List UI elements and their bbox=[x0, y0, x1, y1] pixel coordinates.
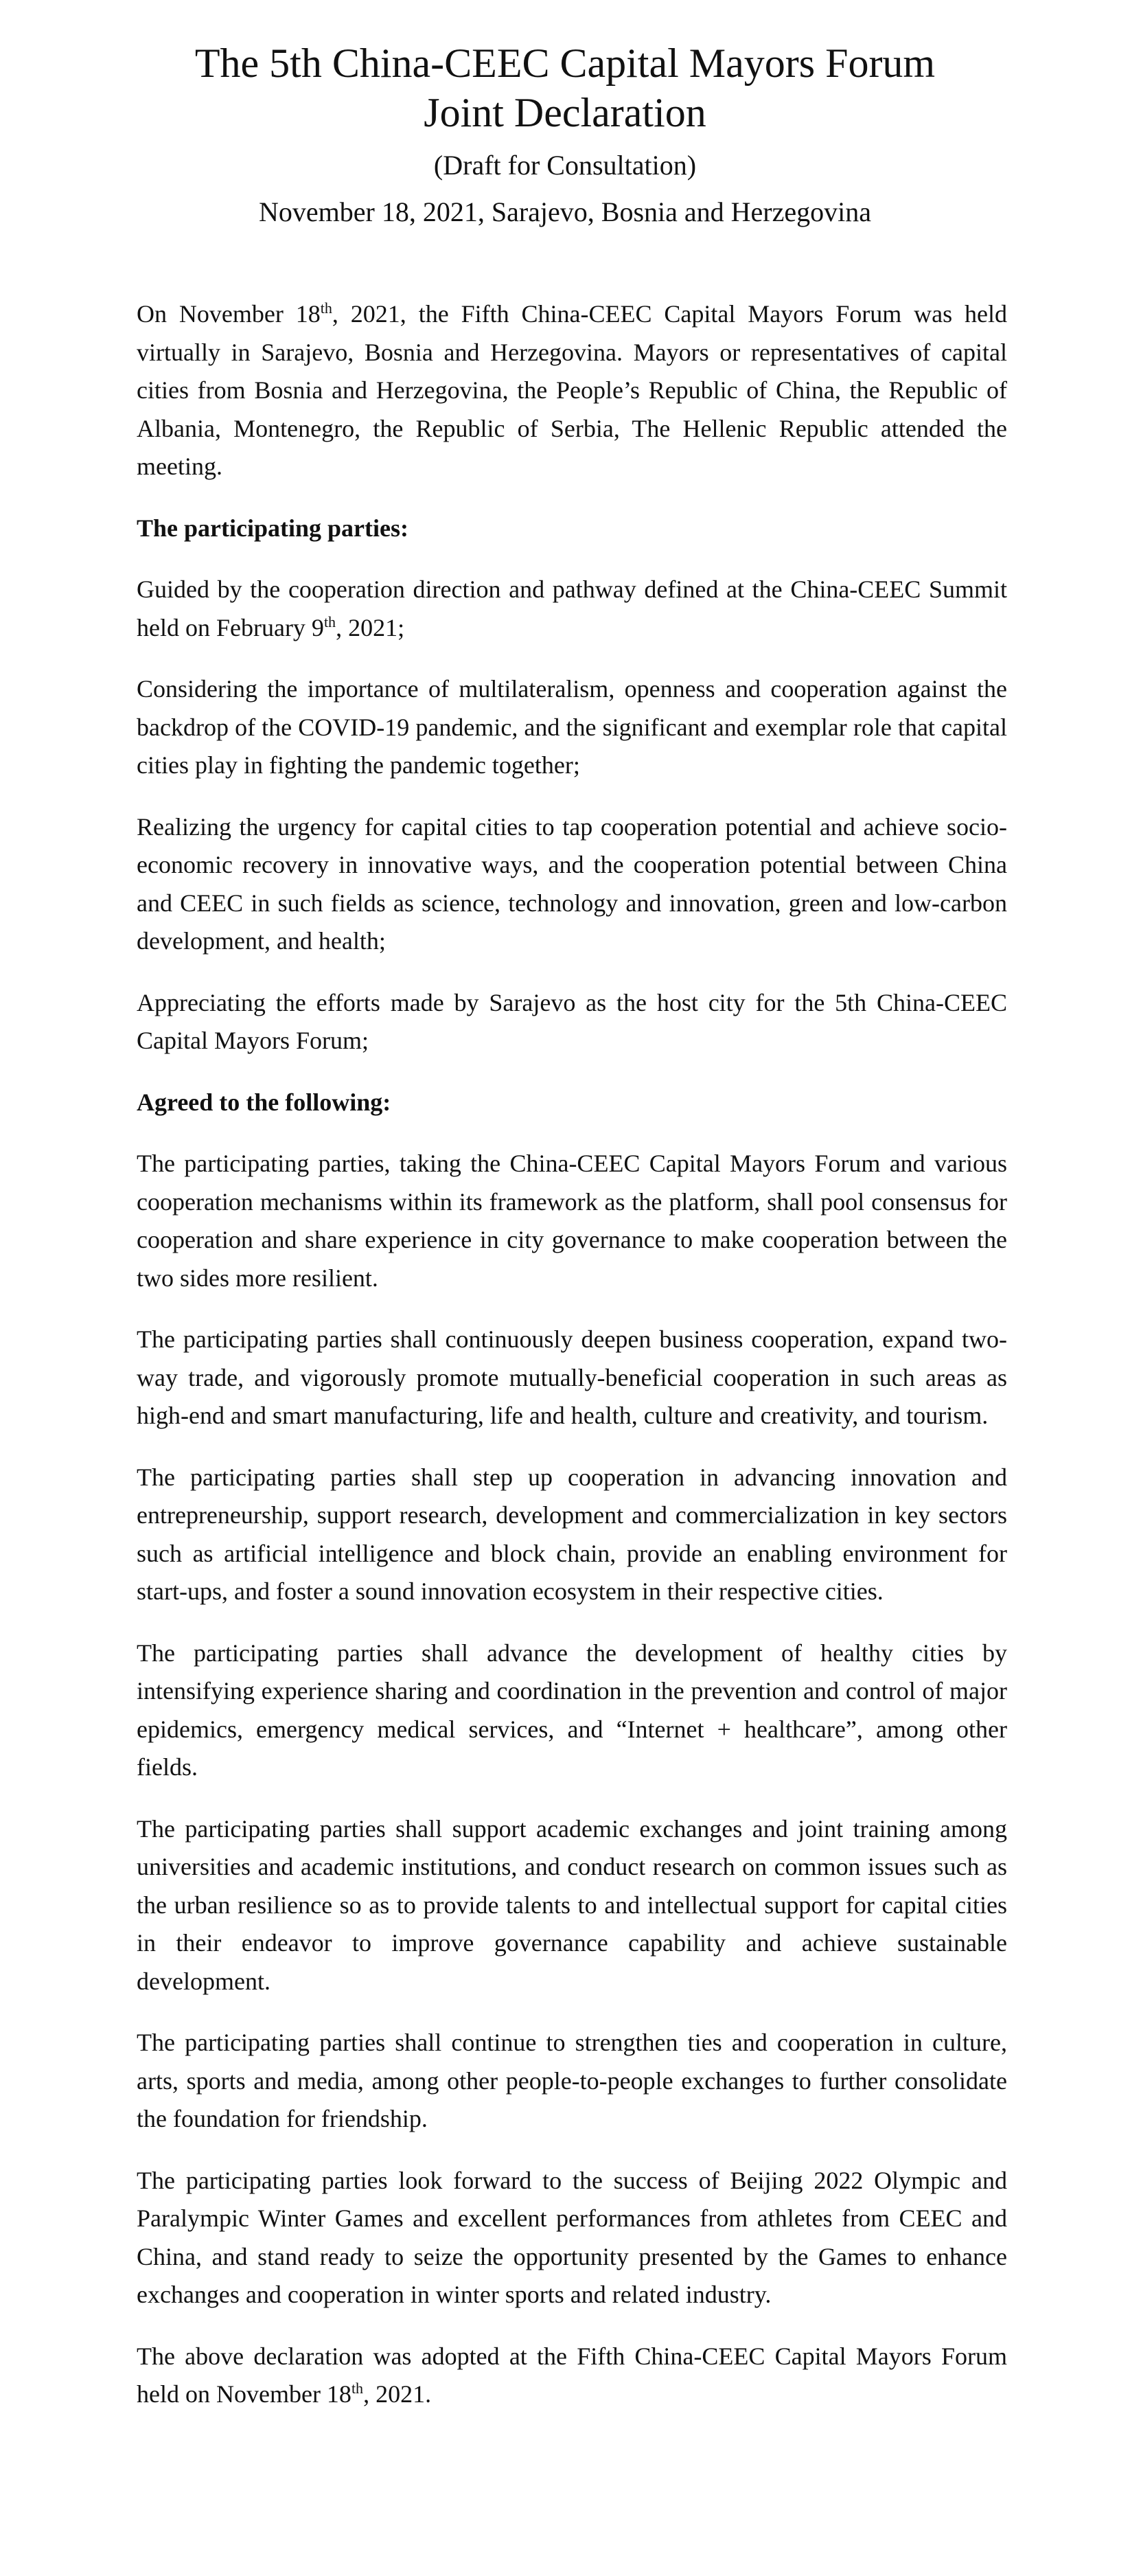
intro-text-end: , 2021, the Fifth China-CEEC Capital Mayors Forum was held virtually in Sarajevo, Bosnia and Herzegovina. Mayors or representatives of capital cities from Bosnia and Herzegovina, the People’s Republic of China, the Republic of Albania, Montenegro, the Republic of Serbia, The Hellenic Republic attended the meeting. bbox=[137, 300, 1007, 480]
preamble-paragraph-1 bbox=[137, 571, 1007, 647]
preamble-paragraph-4: Appreciating the efforts made by Sarajevo as the host city for the 5th China-CEEC Capital Mayors Forum; bbox=[137, 988, 1007, 1054]
agreement-paragraph: The participating parties, taking the China-CEEC Capital Mayors Forum and various cooperation mechanisms within its framework as the platform, shall pool consensus for cooperation and share experience in city governance to make cooperation between the two sides more resilient. bbox=[137, 1150, 1007, 1292]
intro-superscript: th bbox=[320, 299, 332, 317]
preamble-paragraph-2: Considering the importance of multilateralism, openness and cooperation against the backdrop of the COVID-19 pandemic, and the significant and exemplar role that capital cities play in fighting the pandemic together; bbox=[137, 675, 1007, 779]
closing-text-start: The above declaration was adopted at the Fifth China-CEEC Capital Mayors Forum held on November 18 bbox=[137, 2342, 1007, 2408]
dateline: November 18, 2021, Sarajevo, Bosnia and Herzegovina bbox=[259, 196, 871, 227]
preamble-paragraph-3: Realizing the urgency for capital cities to tap cooperation potential and achieve socio-economic recovery in innovative ways, and the cooperation potential between China and CEEC in such fields as science, technology and innovation, green and low-carbon development, and health; bbox=[137, 812, 1007, 955]
preamble-1-text-start: Guided by the cooperation direction and pathway defined at the China-CEEC Summit held on February 9 bbox=[137, 575, 1007, 641]
agreement-paragraph: The participating parties look forward to the success of Beijing 2022 Olympic and Paralympic Winter Games and excellent performances from athletes from CEEC and China, and stand ready to seize the opportunity presented by the Games to enhance exchanges and cooperation in winter sports and related industry. bbox=[137, 2166, 1007, 2308]
participating-parties-heading: The participating parties: bbox=[137, 514, 408, 542]
preamble-1-superscript: th bbox=[323, 613, 336, 630]
intro-text-start: On November 18 bbox=[137, 300, 321, 328]
agreement-paragraph: The participating parties shall step up cooperation in advancing innovation and entrepreneurship, support research, development and commercialization in key sectors such as artificial intelligence and block chain, provide an enabling environment for start-ups, and foster a sound innovation ecosystem in their respective cities. bbox=[137, 1463, 1007, 1605]
agreement-paragraph: The participating parties shall continuously deepen business cooperation, expand two-way trade, and vigorously promote mutually-beneficial cooperation in such areas as high-end and smart manufacturing, life and health, culture and creativity, and tourism. bbox=[137, 1325, 1007, 1429]
agreement-paragraph: The participating parties shall continue to strengthen ties and cooperation in culture, arts, sports and media, among other people-to-people exchanges to further consolidate the foundation for friendship. bbox=[137, 2029, 1007, 2132]
closing-superscript: th bbox=[351, 2380, 364, 2397]
closing-text-end: , 2021. bbox=[363, 2380, 432, 2408]
closing-paragraph bbox=[137, 2338, 1007, 2414]
agreement-paragraph: The participating parties shall advance the development of healthy cities by intensifying experience sharing and coordination in the prevention and control of major epidemics, emergency medical services, and “Internet + healthcare”, among other fields. bbox=[137, 1639, 1007, 1781]
document-body bbox=[137, 295, 1007, 2437]
document-header bbox=[0, 0, 1130, 229]
agreement-paragraph: The participating parties shall support academic exchanges and joint training among universities and academic institutions, and conduct research on common issues such as the urban resilience so as to provide talents to and intellectual support for capital cities in their endeavor to improve governance capability and achieve sustainable development. bbox=[137, 1814, 1007, 1995]
intro-paragraph bbox=[137, 295, 1007, 486]
subtitle: (Draft for Consultation) bbox=[433, 150, 697, 181]
title-line-2: Joint Declaration bbox=[424, 90, 706, 135]
agreed-heading: Agreed to the following: bbox=[137, 1088, 391, 1116]
preamble-1-text-end: , 2021; bbox=[336, 613, 405, 641]
title-line-1: The 5th China-CEEC Capital Mayors Forum bbox=[194, 41, 936, 86]
